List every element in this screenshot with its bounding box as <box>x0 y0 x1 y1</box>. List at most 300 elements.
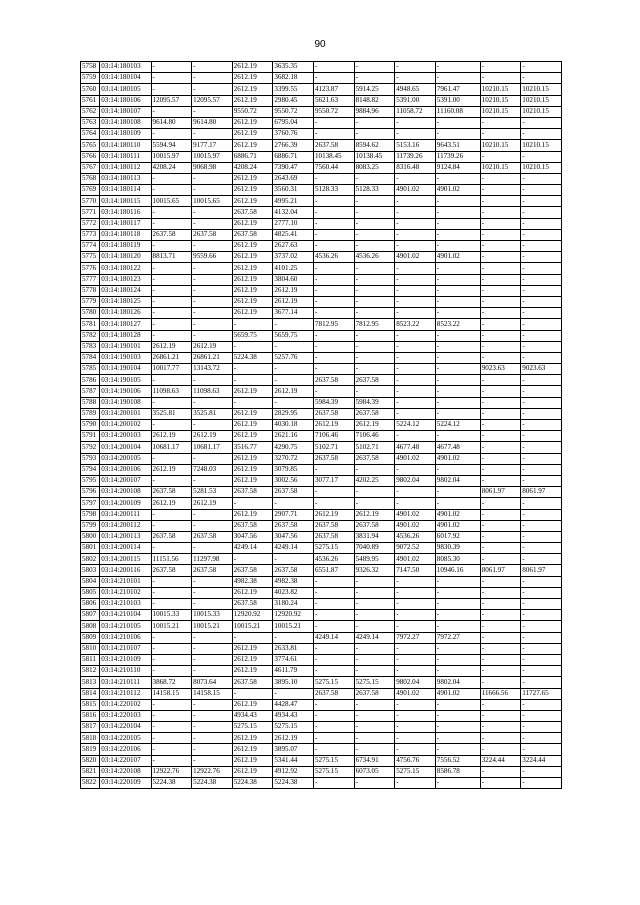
table-cell: 7972.27 <box>435 632 480 643</box>
table-cell: 5800 <box>81 531 100 542</box>
table-cell: - <box>435 263 480 274</box>
table-cell: 7040.89 <box>354 543 395 554</box>
table-cell: 8523.22 <box>435 319 480 330</box>
table-cell: - <box>192 420 233 431</box>
table-cell: - <box>395 408 436 419</box>
table-cell: 2612.19 <box>232 654 273 665</box>
table-cell: 11666.56 <box>480 688 521 699</box>
table-cell: - <box>435 62 480 73</box>
table-cell: - <box>313 599 354 610</box>
table-cell: - <box>151 733 192 744</box>
table-cell: 5796 <box>81 487 100 498</box>
table-cell: - <box>192 587 233 598</box>
table-cell: 3224.44 <box>480 755 521 766</box>
table-cell: - <box>151 296 192 307</box>
table-cell: 5102.71 <box>313 442 354 453</box>
table-row <box>81 509 562 520</box>
table-cell: - <box>521 576 562 587</box>
table-cell: - <box>521 129 562 140</box>
table-cell: - <box>151 73 192 84</box>
table-cell: 03:14:180115 <box>100 196 151 207</box>
table-cell: 5779 <box>81 296 100 307</box>
table-cell: 5984.39 <box>313 397 354 408</box>
table-cell: 3077.17 <box>313 475 354 486</box>
table-cell: - <box>192 207 233 218</box>
table-cell: 5774 <box>81 241 100 252</box>
table-row <box>81 587 562 598</box>
table-cell: 2637.58 <box>232 599 273 610</box>
table-cell: 2612.19 <box>232 196 273 207</box>
table-cell: - <box>354 218 395 229</box>
table-cell: 4901.02 <box>435 453 480 464</box>
table-cell: 03:14:190105 <box>100 375 151 386</box>
table-cell: 5224.12 <box>395 420 436 431</box>
table-cell: - <box>354 487 395 498</box>
table-cell: 9559.66 <box>192 252 233 263</box>
table-cell: - <box>480 207 521 218</box>
table-cell: 4677.48 <box>395 442 436 453</box>
table-row <box>81 375 562 386</box>
table-cell: - <box>435 699 480 710</box>
table-cell: - <box>480 453 521 464</box>
table-cell: 2612.19 <box>232 420 273 431</box>
table-row <box>81 397 562 408</box>
table-cell: 5806 <box>81 599 100 610</box>
table-cell: 5659.75 <box>273 330 314 341</box>
table-row <box>81 543 562 554</box>
table-cell: - <box>192 330 233 341</box>
table-cell: - <box>521 397 562 408</box>
table-cell: - <box>151 755 192 766</box>
table-cell: 5914.25 <box>354 84 395 95</box>
table-cell: 4901.02 <box>435 509 480 520</box>
table-cell: - <box>151 699 192 710</box>
table-cell: 3002.56 <box>273 475 314 486</box>
table-row <box>81 106 562 117</box>
table-row <box>81 453 562 464</box>
table-cell: - <box>151 666 192 677</box>
table-cell: 5818 <box>81 733 100 744</box>
table-cell: - <box>480 62 521 73</box>
table-row <box>81 710 562 721</box>
table-cell: - <box>395 207 436 218</box>
table-cell: 2612.19 <box>232 587 273 598</box>
table-cell: 10210.15 <box>480 162 521 173</box>
table-cell: 2637.58 <box>232 565 273 576</box>
table-cell: 4901.02 <box>395 453 436 464</box>
table-cell: 5771 <box>81 207 100 218</box>
table-cell: - <box>192 599 233 610</box>
table-cell: 4249.14 <box>232 543 273 554</box>
table-cell: - <box>192 744 233 755</box>
table-row <box>81 162 562 173</box>
table-cell: 03:14:220109 <box>100 778 151 789</box>
table-cell: 2612.19 <box>232 464 273 475</box>
table-cell: - <box>395 744 436 755</box>
table-cell: 6734.91 <box>354 755 395 766</box>
table-cell: - <box>313 196 354 207</box>
table-row <box>81 140 562 151</box>
table-cell: 4023.82 <box>273 587 314 598</box>
table-row <box>81 341 562 352</box>
table-cell: 10210.15 <box>480 106 521 117</box>
table-cell: - <box>151 173 192 184</box>
table-cell: - <box>192 654 233 665</box>
table-cell: - <box>435 117 480 128</box>
table-cell: - <box>313 241 354 252</box>
table-cell: - <box>395 73 436 84</box>
table-cell: 2637.58 <box>232 487 273 498</box>
table-cell: - <box>395 621 436 632</box>
table-cell: - <box>313 722 354 733</box>
table-cell: - <box>480 509 521 520</box>
table-cell: 7560.44 <box>313 162 354 173</box>
table-cell: 10015.97 <box>151 151 192 162</box>
table-cell: - <box>395 722 436 733</box>
table-cell: 2766.39 <box>273 140 314 151</box>
table-cell: 2612.19 <box>232 308 273 319</box>
table-cell: 4249.14 <box>273 543 314 554</box>
table-cell: - <box>395 498 436 509</box>
table-cell: 3868.72 <box>151 677 192 688</box>
table-cell: - <box>354 621 395 632</box>
table-cell: - <box>435 207 480 218</box>
table-cell: - <box>480 151 521 162</box>
table-cell: 10210.15 <box>521 84 562 95</box>
table-cell: 5758 <box>81 62 100 73</box>
table-cell: - <box>313 610 354 621</box>
table-cell: 5770 <box>81 196 100 207</box>
table-cell: 03:14:220105 <box>100 733 151 744</box>
table-row <box>81 688 562 699</box>
table-cell: - <box>395 196 436 207</box>
table-cell: - <box>395 62 436 73</box>
table-cell: - <box>435 397 480 408</box>
table-cell: 2612.19 <box>232 263 273 274</box>
table-cell: 03:14:210103 <box>100 599 151 610</box>
table-cell: 4290.75 <box>273 442 314 453</box>
table-cell: - <box>521 543 562 554</box>
table-cell: 4208.24 <box>151 162 192 173</box>
table-cell: - <box>354 196 395 207</box>
table-cell: 03:14:180113 <box>100 173 151 184</box>
table-cell: - <box>480 263 521 274</box>
table-cell: 2637.58 <box>313 140 354 151</box>
table-cell: 4249.14 <box>354 632 395 643</box>
table-cell: - <box>395 431 436 442</box>
table-cell: 6073.05 <box>354 766 395 777</box>
table-cell: 12922.76 <box>192 766 233 777</box>
table-cell: - <box>313 330 354 341</box>
table-cell: 5790 <box>81 420 100 431</box>
table-cell: 03:14:210101 <box>100 576 151 587</box>
table-cell: 8083.25 <box>354 162 395 173</box>
table-row <box>81 654 562 665</box>
table-cell: - <box>521 229 562 240</box>
table-cell: - <box>354 364 395 375</box>
table-cell: 2612.19 <box>232 241 273 252</box>
table-cell: 03:14:200104 <box>100 442 151 453</box>
table-cell: 11151.56 <box>151 554 192 565</box>
table-cell: 5768 <box>81 173 100 184</box>
table-cell: - <box>435 218 480 229</box>
table-cell: - <box>521 520 562 531</box>
table-row <box>81 352 562 363</box>
table-cell: - <box>435 654 480 665</box>
table-cell: - <box>480 252 521 263</box>
table-row <box>81 464 562 475</box>
table-cell: 2612.19 <box>232 733 273 744</box>
table-cell: - <box>273 397 314 408</box>
table-cell: 5275.15 <box>313 677 354 688</box>
table-cell: - <box>521 531 562 542</box>
table-cell: - <box>151 185 192 196</box>
table-row <box>81 252 562 263</box>
table-cell: 2612.19 <box>232 95 273 106</box>
table-cell: 03:14:180126 <box>100 308 151 319</box>
table-cell: - <box>232 341 273 352</box>
table-cell: 3895.07 <box>273 744 314 755</box>
table-cell: - <box>313 341 354 352</box>
table-cell: - <box>192 218 233 229</box>
table-cell: 2643.69 <box>273 173 314 184</box>
table-cell: - <box>192 475 233 486</box>
table-cell: 03:14:220108 <box>100 766 151 777</box>
table-cell: 2612.19 <box>232 274 273 285</box>
table-cell: 2829.95 <box>273 408 314 419</box>
table-cell: 4428.47 <box>273 699 314 710</box>
table-cell: 2612.19 <box>232 699 273 710</box>
table-row <box>81 621 562 632</box>
table-cell: 2637.58 <box>354 520 395 531</box>
table-cell: - <box>354 241 395 252</box>
table-cell: - <box>151 285 192 296</box>
table-cell: - <box>435 330 480 341</box>
table-cell: 03:14:180109 <box>100 129 151 140</box>
table-cell: - <box>521 475 562 486</box>
table-cell: 2612.19 <box>192 341 233 352</box>
table-cell: 03:14:200115 <box>100 554 151 565</box>
table-cell: 5783 <box>81 341 100 352</box>
table-cell: - <box>395 576 436 587</box>
table-cell: 3682.18 <box>273 73 314 84</box>
table-cell: - <box>521 509 562 520</box>
table-cell: - <box>395 386 436 397</box>
table-cell: - <box>521 442 562 453</box>
table-cell: 2637.58 <box>354 453 395 464</box>
table-cell: 7812.95 <box>354 319 395 330</box>
table-cell: - <box>521 744 562 755</box>
table-cell: - <box>435 778 480 789</box>
table-cell: - <box>480 643 521 654</box>
table-cell: - <box>354 308 395 319</box>
table-cell: - <box>192 285 233 296</box>
table-cell: 4677.48 <box>435 442 480 453</box>
table-cell: 4101.25 <box>273 263 314 274</box>
table-row <box>81 420 562 431</box>
table-cell: - <box>435 643 480 654</box>
table-cell: 9023.63 <box>480 364 521 375</box>
table-cell: - <box>435 308 480 319</box>
table-cell: - <box>395 710 436 721</box>
table-cell: - <box>521 341 562 352</box>
table-cell: - <box>521 274 562 285</box>
table-cell: - <box>480 654 521 665</box>
table-cell: 3180.24 <box>273 599 314 610</box>
table-cell: - <box>151 722 192 733</box>
table-cell: 5792 <box>81 442 100 453</box>
table-cell: 03:14:180125 <box>100 296 151 307</box>
table-cell: - <box>192 755 233 766</box>
table-cell: 5802 <box>81 554 100 565</box>
table-cell: 11098.63 <box>151 386 192 397</box>
table-cell: 03:14:180107 <box>100 106 151 117</box>
table-cell: - <box>480 610 521 621</box>
table-cell: 2633.81 <box>273 643 314 654</box>
table-cell: 03:14:210111 <box>100 677 151 688</box>
table-cell: - <box>435 408 480 419</box>
table-cell: 10015.21 <box>192 621 233 632</box>
table-cell: 4912.92 <box>273 766 314 777</box>
table-cell: 10210.15 <box>521 95 562 106</box>
table-cell: 4825.41 <box>273 229 314 240</box>
table-cell: - <box>354 129 395 140</box>
table-cell: - <box>192 397 233 408</box>
table-cell: 4208.24 <box>232 162 273 173</box>
table-cell: 5761 <box>81 95 100 106</box>
table-cell: - <box>480 710 521 721</box>
table-cell: - <box>273 375 314 386</box>
table-cell: 4901.02 <box>435 252 480 263</box>
table-cell: - <box>521 610 562 621</box>
table-cell: - <box>521 375 562 386</box>
table-cell: - <box>395 241 436 252</box>
table-cell: - <box>313 587 354 598</box>
table-row <box>81 632 562 643</box>
table-cell: 5803 <box>81 565 100 576</box>
table-cell: - <box>313 654 354 665</box>
table-row <box>81 319 562 330</box>
table-cell: 2612.19 <box>313 420 354 431</box>
table-cell: 8586.78 <box>435 766 480 777</box>
table-cell: 5787 <box>81 386 100 397</box>
table-cell: 5817 <box>81 722 100 733</box>
table-cell: - <box>313 218 354 229</box>
table-row <box>81 229 562 240</box>
table-cell: 5984.39 <box>354 397 395 408</box>
table-cell: 5799 <box>81 520 100 531</box>
table-cell: - <box>313 207 354 218</box>
table-cell: 11098.63 <box>192 386 233 397</box>
table-row <box>81 643 562 654</box>
table-row <box>81 84 562 95</box>
table-cell: - <box>521 766 562 777</box>
table-row <box>81 241 562 252</box>
table-cell: - <box>480 464 521 475</box>
table-cell: 3525.81 <box>151 408 192 419</box>
table-cell: - <box>313 129 354 140</box>
table-cell: - <box>354 722 395 733</box>
table-cell: 03:14:180128 <box>100 330 151 341</box>
table-cell: - <box>151 475 192 486</box>
table-cell: - <box>151 453 192 464</box>
table-cell: 2612.19 <box>232 62 273 73</box>
table-cell: 5781 <box>81 319 100 330</box>
table-cell: 7972.27 <box>395 632 436 643</box>
table-cell: - <box>395 285 436 296</box>
table-cell: - <box>273 319 314 330</box>
table-cell: - <box>480 229 521 240</box>
table-cell: 4901.02 <box>395 252 436 263</box>
table-cell: - <box>151 520 192 531</box>
table-cell: 2612.19 <box>151 464 192 475</box>
table-cell: - <box>313 117 354 128</box>
table-cell: 8523.22 <box>395 319 436 330</box>
table-cell: - <box>313 296 354 307</box>
table-cell: 5810 <box>81 643 100 654</box>
table-cell: - <box>151 543 192 554</box>
table-cell: 5794 <box>81 464 100 475</box>
table-row <box>81 285 562 296</box>
table-cell: - <box>151 62 192 73</box>
table-cell: 2637.58 <box>354 375 395 386</box>
table-cell: - <box>313 308 354 319</box>
table-cell: - <box>435 129 480 140</box>
table-cell: 6886.71 <box>232 151 273 162</box>
table-cell: 5128.33 <box>354 185 395 196</box>
table-cell: - <box>151 599 192 610</box>
table-cell: - <box>232 364 273 375</box>
table-cell: 5813 <box>81 677 100 688</box>
table-cell: - <box>480 196 521 207</box>
table-cell: 5391.00 <box>435 95 480 106</box>
table-cell: 7390.47 <box>273 162 314 173</box>
table-cell: 10017.77 <box>151 364 192 375</box>
table-row <box>81 699 562 710</box>
table-cell: - <box>232 375 273 386</box>
table-row <box>81 576 562 587</box>
table-cell: 5281.53 <box>192 487 233 498</box>
table-row <box>81 520 562 531</box>
table-cell: - <box>395 173 436 184</box>
table-cell: 12095.57 <box>192 95 233 106</box>
table-cell: - <box>480 442 521 453</box>
table-cell: 4901.02 <box>395 509 436 520</box>
table-cell: 2637.58 <box>151 229 192 240</box>
table-cell: 7248.03 <box>192 464 233 475</box>
table-cell: - <box>521 252 562 263</box>
table-cell: 2637.58 <box>354 688 395 699</box>
table-cell: 9550.72 <box>273 106 314 117</box>
table-cell: - <box>480 341 521 352</box>
table-cell: 10015.21 <box>273 621 314 632</box>
table-cell: - <box>435 722 480 733</box>
table-cell: 10210.15 <box>480 84 521 95</box>
table-cell: 4536.26 <box>354 252 395 263</box>
table-cell: - <box>192 185 233 196</box>
table-cell: 5772 <box>81 218 100 229</box>
table-cell: - <box>521 420 562 431</box>
table-cell: 9802.04 <box>435 677 480 688</box>
table-cell: - <box>435 229 480 240</box>
table-cell: - <box>480 543 521 554</box>
table-cell: 5275.15 <box>313 543 354 554</box>
table-cell: - <box>313 229 354 240</box>
table-cell: 03:14:210105 <box>100 621 151 632</box>
table-cell: 5594.94 <box>151 140 192 151</box>
table-cell: 5153.16 <box>395 140 436 151</box>
table-cell: - <box>313 386 354 397</box>
